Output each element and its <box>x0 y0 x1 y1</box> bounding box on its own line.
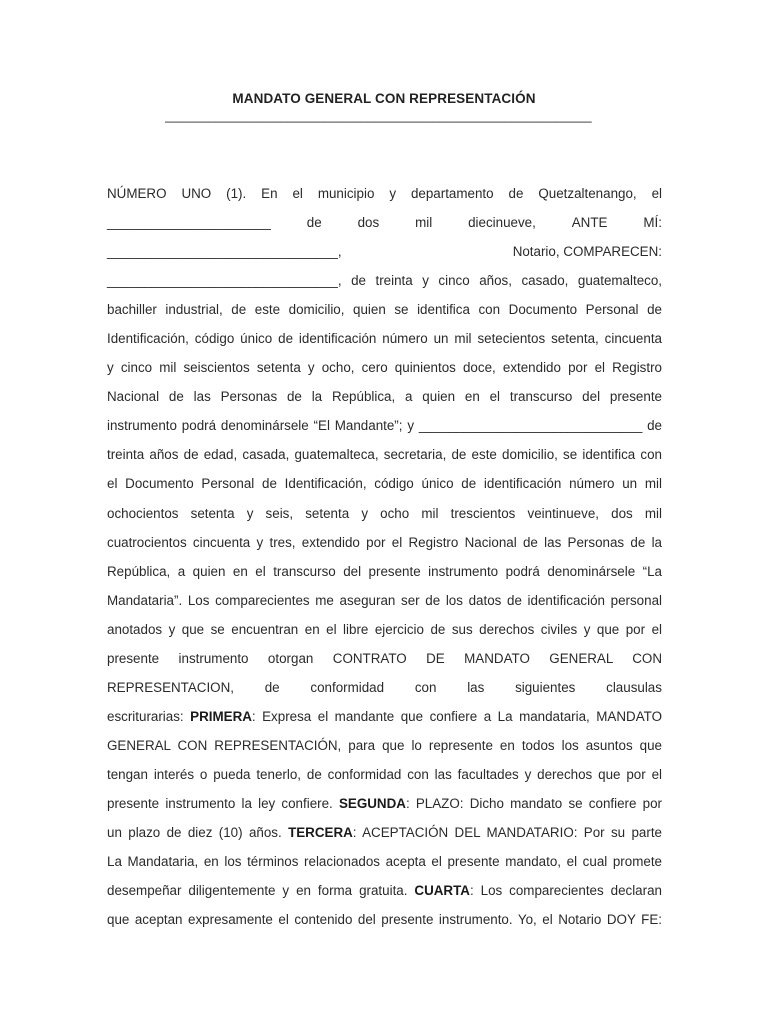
clause-segunda: SEGUNDA <box>338 795 406 811</box>
word: clausulas <box>606 679 662 695</box>
body-line: Nacional de las Personas de la República, a quien en el transcurso del presente <box>107 389 662 405</box>
text-run: escriturarias: <box>107 708 191 724</box>
body-line: La Mandataria, en los términos relacionados acepta el presente mandato, el cual promete <box>107 854 662 870</box>
word: conformidad <box>310 679 385 695</box>
body-line: NÚMERO UNO (1). En el municipio y departamento de Quetzaltenango, el <box>107 186 662 201</box>
word: Notario, COMPARECEN: <box>512 244 662 260</box>
text-run: : ACEPTACIÓN DEL MANDATARIO: Por su parte <box>352 825 663 841</box>
word: de <box>306 215 322 231</box>
word: de <box>264 679 280 695</box>
text-run: un plazo de diez (10) años. <box>107 825 289 841</box>
body-line <box>107 789 662 818</box>
text-run: : Expresa el mandante que confiere a La mandataria, MANDATO <box>251 708 662 724</box>
body-line: Identificación, código único de identificación número un mil setecientos setenta, cincuenta <box>107 331 662 347</box>
body-line: República, a quien en el transcurso del presente instrumento podrá denominársele “La <box>107 563 662 579</box>
text-run: : Los comparecientes declaran <box>469 883 662 899</box>
body-line: bachiller industrial, de este domicilio, quien se identifica con Documento Personal de <box>107 302 662 318</box>
body-line: el Documento Personal de Identificación, código único de identificación número un mil <box>107 476 662 492</box>
body-line: cuatrocientos cincuenta y tres, extendido por el Registro Nacional de las Personas de la <box>107 534 662 550</box>
word: con <box>414 679 437 695</box>
text-run: : PLAZO: Dicho mandato se confiere por <box>405 795 662 811</box>
date-blank: ______________________ <box>107 215 271 231</box>
body-line <box>107 818 662 847</box>
body-line <box>107 208 662 237</box>
body-line <box>107 673 662 702</box>
word: diecinueve, <box>468 215 536 231</box>
clause-primera: PRIMERA <box>190 708 252 724</box>
word: las <box>467 679 485 695</box>
body-line <box>107 876 662 905</box>
document-title: MANDATO GENERAL CON REPRESENTACIÓN <box>232 91 536 106</box>
body-line: que aceptan expresamente el contenido del presente instrumento. Yo, el Notario DOY FE: <box>107 912 662 928</box>
body-line <box>107 237 662 266</box>
body-line: presente instrumento otorgan CONTRATO DE MANDATO GENERAL CON <box>107 650 662 666</box>
clause-cuarta: CUARTA <box>414 883 470 899</box>
body-line: instrumento podrá denominársele “El Mandante”; y ______________________________ de <box>107 418 662 434</box>
word: mil <box>415 215 433 231</box>
body-line: Mandataria”. Los comparecientes me aseguran ser de los datos de identificación personal <box>107 592 662 608</box>
word: dos <box>357 215 380 231</box>
title-underline: ___________________________________________________________ <box>165 108 592 123</box>
document-body <box>107 179 662 934</box>
notary-name-blank: _______________________________, <box>107 244 342 260</box>
body-line: y cinco mil seiscientos setenta y ocho, cero quinientos doce, extendido por el Registro <box>107 360 662 376</box>
body-line <box>107 702 662 731</box>
body-line: _______________________________, de treinta y cinco años, casado, guatemalteco, <box>107 273 662 289</box>
word: ANTE <box>571 215 608 231</box>
word: siguientes <box>515 679 576 695</box>
word: REPRESENTACION, <box>107 679 234 695</box>
text-run: desempeñar diligentemente y en forma gratuita. <box>107 883 415 899</box>
text-run: presente instrumento la ley confiere. <box>107 795 339 811</box>
body-line: ochocientos setenta y seis, setenta y ocho mil trescientos veintinueve, dos mil <box>107 505 662 521</box>
clause-tercera: TERCERA <box>288 825 353 841</box>
body-line: anotados y que se encuentran en el libre ejercicio de sus derechos civiles y que por el <box>107 621 662 637</box>
word: MÍ: <box>643 215 662 231</box>
body-line: treinta años de edad, casada, guatemalteca, secretaria, de este domicilio, se identifica con <box>107 447 662 463</box>
body-line: tengan interés o pueda tenerlo, de conformidad con las facultades y derechos que por el <box>107 766 662 782</box>
body-line: GENERAL CON REPRESENTACIÓN, para que lo represente en todos los asuntos que <box>107 737 662 753</box>
